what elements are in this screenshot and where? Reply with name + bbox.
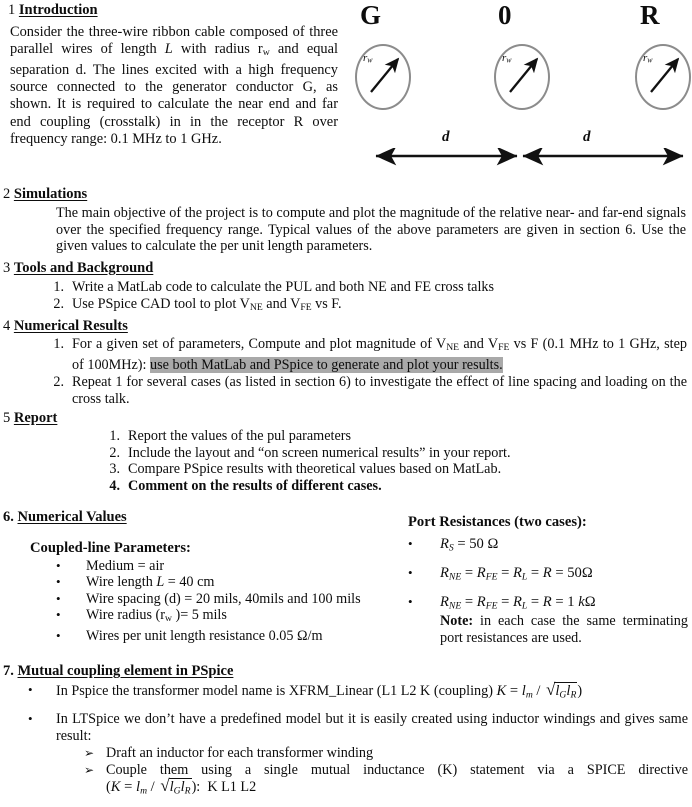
diagram-label-r: R bbox=[640, 0, 660, 30]
intro-text-post: and equal separation d. The lines excited with a high frequency source connected to the generator conductor G, as shown. It is required to calculate the near end and far end coupling (crosstalk) in in the receptor R over frequency range: 0.1 MHz to 1 GHz. bbox=[10, 41, 338, 147]
list-item bbox=[84, 745, 688, 762]
list-item bbox=[56, 558, 396, 574]
list-item bbox=[408, 536, 688, 557]
note-text: in each case the same terminating port resistances are used. bbox=[440, 613, 688, 646]
section-title: Simulations bbox=[13, 186, 88, 202]
section-heading-tools bbox=[3, 260, 153, 277]
list-item bbox=[42, 279, 687, 296]
list-item bbox=[84, 762, 688, 801]
introduction-paragraph bbox=[10, 24, 338, 148]
bullet-icon: • bbox=[56, 558, 61, 573]
radius-label-r: $r_w$ bbox=[643, 52, 653, 65]
formula-rs: $R_S = 50$ Ω bbox=[440, 536, 499, 554]
list-text: Wires per unit length resistance 0.05 Ω/m bbox=[86, 627, 323, 644]
tools-item2-right: to plot $V_{NE}$ and $V_{FE}$ vs F. bbox=[199, 295, 342, 313]
list-item bbox=[56, 628, 396, 644]
tools-list bbox=[42, 279, 687, 316]
section-title: Introduction bbox=[18, 2, 98, 18]
bullet-icon: • bbox=[408, 565, 413, 580]
list-item bbox=[98, 478, 598, 495]
section-heading-numerical-results bbox=[3, 318, 128, 335]
bullet-icon: • bbox=[56, 574, 61, 590]
bullet-icon: • bbox=[56, 590, 61, 606]
section-number: 6. bbox=[3, 509, 14, 525]
list-text: Draft an inductor for each transformer winding bbox=[106, 745, 374, 762]
note-label: Note: bbox=[440, 613, 474, 629]
list-marker: 4. bbox=[109, 477, 120, 494]
radius-label-g: $r_w$ bbox=[363, 52, 373, 65]
intro-text-mid: with radius r bbox=[172, 41, 263, 58]
section-number: 2 bbox=[3, 186, 11, 202]
list-item bbox=[28, 711, 688, 800]
coupled-line-parameters-list bbox=[56, 558, 396, 644]
list-text: Write a MatLab code to calculate the PUL and both NE and FE cross talks bbox=[72, 279, 495, 295]
list-marker: 2. bbox=[109, 444, 120, 461]
intro-subscript-w: w bbox=[262, 47, 270, 59]
list-text: Wire radius ($r_w$ )= 5 mils bbox=[86, 607, 227, 625]
formula-rne-1k: $R_{NE} = R_{FE} = R_L = R = 1$ kΩ bbox=[440, 594, 596, 612]
radius-arrow-g bbox=[355, 44, 411, 110]
port-resistances-note bbox=[440, 613, 688, 646]
list-marker: 1. bbox=[53, 279, 64, 295]
list-item bbox=[42, 374, 687, 407]
tools-item2-left: Use PSpice CAD tool bbox=[72, 295, 197, 312]
mutual-coupling-sublist bbox=[56, 745, 688, 800]
radius-label-0: $r_w$ bbox=[502, 52, 512, 65]
formula-k-coupling: $K = l_m / √l_Gl_R$ bbox=[497, 683, 578, 699]
list-marker: 3. bbox=[109, 461, 120, 478]
list-item bbox=[42, 336, 687, 373]
list-text: Repeat 1 for several cases (as listed in section 6) to investigate the effect of line spacing and loading on the cross talk. bbox=[72, 374, 687, 407]
diagram-label-g: G bbox=[360, 0, 382, 30]
section-heading-introduction bbox=[8, 2, 98, 19]
report-list bbox=[98, 428, 598, 494]
section-number: 1 bbox=[8, 2, 16, 18]
radius-arrow-0 bbox=[494, 44, 550, 110]
numerical-results-list bbox=[42, 336, 687, 408]
list-marker: 2. bbox=[53, 374, 64, 391]
list-text: For a given set of parameters, Compute and plot magnitude of $V_{NE}$ and $V_{FE}$ vs F (0.1 MHz to 1 GHz, step of 100MHz): use both MatLab and PSpice to generate and plot your results. bbox=[72, 336, 687, 373]
coupled-line-parameters-heading: Coupled-line Parameters: bbox=[30, 540, 191, 556]
list-marker: 2. bbox=[53, 295, 64, 312]
list-text: Compare PSpice results with theoretical values based on MatLab. bbox=[128, 461, 502, 478]
formula-rne-50: $R_{NE} = R_{FE} = R_L = R = 50\Omega$ bbox=[440, 565, 593, 583]
bullet-icon: • bbox=[408, 594, 413, 609]
intro-text-pre: Consider the three-wire ribbon cable composed of three parallel wires of length bbox=[10, 24, 338, 58]
list-text: Couple them using a single mutual inductance (K) statement via a SPICE directive bbox=[106, 761, 688, 778]
dimension-arrows bbox=[371, 148, 691, 168]
formula-k-coupling-2: $K = l_m / √l_Gl_R$ bbox=[111, 779, 192, 795]
list-marker: 1. bbox=[109, 428, 120, 444]
bullet-icon: • bbox=[56, 627, 61, 643]
simulations-paragraph: The main objective of the project is to compute and plot the magnitude of the relative near- and far-end signals over the specified frequency range. Typical values of the above parameters are given in section 6. Use the given values to calculate the per unit length parameters. bbox=[56, 205, 686, 255]
section-title: Mutual coupling element in PSpice bbox=[17, 663, 234, 679]
port-resistances-list bbox=[408, 536, 688, 623]
list-text: Comment on the results of different cases. bbox=[128, 477, 382, 494]
list-item bbox=[408, 565, 688, 586]
list-item bbox=[42, 296, 687, 317]
section-title: Numerical Results bbox=[13, 318, 128, 334]
list-item bbox=[56, 591, 396, 607]
list-item bbox=[56, 574, 396, 590]
list-item bbox=[98, 428, 598, 445]
section-title: Report bbox=[13, 410, 58, 426]
section-number: 5 bbox=[3, 410, 11, 426]
bullet-icon: • bbox=[56, 607, 61, 623]
list-text bbox=[72, 296, 687, 317]
list-item bbox=[28, 682, 688, 704]
list-item bbox=[98, 461, 598, 478]
list-text: Include the layout and “on screen numerical results” in your report. bbox=[128, 444, 511, 461]
intro-symbol-L: L bbox=[164, 41, 173, 58]
list-item bbox=[56, 607, 396, 628]
mutual-coupling-list bbox=[28, 682, 688, 807]
port-resistances-heading: Port Resistances (two cases): bbox=[408, 514, 587, 530]
section-number: 7. bbox=[3, 663, 14, 679]
arrow-bullet-icon: ➢ bbox=[84, 746, 95, 761]
cable-cross-section-diagram bbox=[345, 0, 692, 180]
section-heading-numerical-values bbox=[3, 509, 127, 526]
radius-arrow-r bbox=[635, 44, 691, 110]
list-text-formula: $(K = l_m / √l_Gl_R)$: K L1 L2 bbox=[106, 779, 256, 795]
list-item bbox=[98, 445, 598, 462]
arrow-bullet-icon: ➢ bbox=[84, 762, 95, 777]
section-title: Tools and Background bbox=[13, 260, 154, 276]
list-text: Report the values of the pul parameters bbox=[128, 428, 351, 444]
highlighted-instruction: use both MatLab and PSpice to generate and plot your results. bbox=[150, 356, 503, 373]
section-heading-mutual-coupling bbox=[3, 663, 233, 680]
list-text: Wire spacing (d) = 20 mils, 40mils and 100 mils bbox=[86, 590, 361, 607]
list-text: Wire length L = 40 cm bbox=[86, 574, 215, 591]
list-text: Medium = air bbox=[86, 558, 165, 574]
bullet-icon: • bbox=[28, 682, 33, 697]
section-number: 4 bbox=[3, 318, 11, 334]
section-title: Numerical Values bbox=[17, 509, 127, 525]
bullet-icon: • bbox=[408, 536, 413, 551]
list-text: In Pspice the transformer model name is XFRM_Linear (L1 L2 K (coupling) $K = l_m / √l_Gl_R$) bbox=[56, 683, 582, 699]
section-heading-simulations bbox=[3, 186, 87, 203]
dimension-label-d-right: d bbox=[583, 129, 591, 145]
bullet-icon: • bbox=[28, 711, 33, 726]
section-heading-report bbox=[3, 410, 57, 427]
dimension-label-d-left: d bbox=[442, 129, 450, 145]
list-marker: 1. bbox=[53, 336, 64, 352]
diagram-label-0: 0 bbox=[498, 0, 512, 30]
list-item bbox=[408, 594, 688, 615]
section-number: 3 bbox=[3, 260, 11, 276]
list-text: In LTSpice we don’t have a predefined model but it is easily created using inductor windings and gives same result: bbox=[56, 711, 688, 744]
